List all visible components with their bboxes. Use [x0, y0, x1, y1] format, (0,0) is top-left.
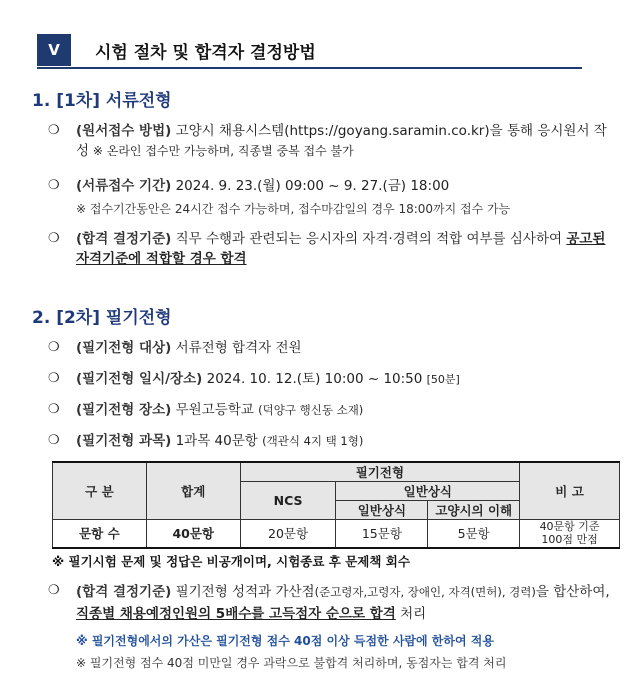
section-2-title: 2. [2차] 필기전형	[32, 308, 172, 328]
item-label: (합격 결정기준)	[76, 584, 172, 600]
table-header-ncs: NCS	[240, 482, 336, 520]
circle-bullet-icon: ❍	[48, 583, 60, 598]
circle-bullet-icon: ❍	[48, 371, 60, 386]
list-item	[48, 229, 616, 269]
item-text: 1과목 40문항	[171, 433, 263, 449]
item-small: [50분]	[426, 373, 460, 386]
circle-bullet-icon: ❍	[48, 178, 60, 193]
table-cell-note	[520, 520, 620, 548]
exam-subject-table	[52, 461, 620, 549]
item-note: ※ 온라인 접수만 가능하며, 직종별 중복 접수 불가	[89, 144, 354, 158]
table-cell: 5문항	[428, 520, 520, 548]
chapter-badge: Ⅴ	[37, 34, 71, 66]
circle-bullet-icon: ❍	[48, 433, 60, 448]
item-small: (객관식 4지 택 1형)	[262, 434, 364, 448]
item-small: (덕양구 행신동 소재)	[258, 403, 364, 417]
item-text: 서류전형 합격자 전원	[171, 340, 302, 356]
item-label: (필기전형 과목)	[76, 433, 172, 449]
table-header-written: 필기전형	[240, 462, 519, 482]
table-header-gubun: 구 분	[53, 462, 147, 520]
table-row	[53, 520, 620, 548]
circle-bullet-icon: ❍	[48, 231, 60, 246]
item-underline: 직종별 채용예정인원의 5배수를 고득점자 순으로 합격	[76, 606, 396, 622]
list-item	[48, 400, 616, 420]
item-text: 을 합산하여,	[535, 584, 610, 600]
bonus-note: ※ 필기전형에서의 가산은 필기전형 점수 40점 이상 득점한 사람에 한하여 적용	[76, 634, 494, 648]
list-item	[48, 121, 616, 161]
item-text: 처리	[395, 606, 427, 622]
circle-bullet-icon: ❍	[48, 402, 60, 417]
item-text: 필기전형 성적과 가산점	[171, 584, 315, 600]
table-header-general-sub: 일반상식	[336, 501, 428, 520]
notice-text: ※ 필기시험 문제 및 정답은 비공개이며, 시험종료 후 문제책 회수	[52, 554, 410, 569]
table-header-total: 합계	[146, 462, 240, 520]
list-item	[48, 581, 616, 625]
note-line: 40문항 기준	[539, 520, 600, 534]
chapter-header	[37, 30, 582, 66]
header-divider	[37, 67, 582, 69]
list-item	[48, 369, 616, 390]
item-label: (필기전형 대상)	[76, 340, 172, 356]
item-text: 고양시 채용시스템(https://goyang.saramin.co.kr)을 통해 응시원서 작성	[76, 123, 607, 159]
circle-bullet-icon: ❍	[48, 123, 60, 138]
item-label: (필기전형 일시/장소)	[76, 371, 203, 387]
item-text: 무원고등학교	[171, 402, 259, 418]
item-label: (원서접수 방법)	[76, 123, 172, 139]
section-1-title: 1. [1차] 서류전형	[32, 91, 172, 111]
fail-note: ※ 필기전형 점수 40점 미만일 경우 과락으로 불합격 처리하며, 동점자는 합격 처리	[76, 656, 507, 670]
item-label: (서류접수 기간)	[76, 178, 172, 194]
table-cell: 40문항	[146, 520, 240, 548]
list-item	[48, 176, 616, 196]
circle-bullet-icon: ❍	[48, 340, 60, 355]
item-underline: 공고된 자격기준에 적합할 경우 합격	[76, 231, 606, 267]
item-label: (합격 결정기준)	[76, 231, 172, 247]
table-cell: 15문항	[336, 520, 428, 548]
item-note: ※ 접수기간동안은 24시간 접수 가능하며, 접수마감일의 경우 18:00까지 접수 가능	[76, 202, 511, 216]
item-text: 직무 수행과 관련되는 응시자의 자격·경력의 적합 여부를 심사하여	[171, 231, 567, 247]
list-item	[48, 431, 616, 451]
chapter-title: 시험 절차 및 합격자 결정방법	[95, 43, 316, 63]
item-text: 2024. 10. 12.(토) 10:00 ~ 10:50	[202, 371, 427, 387]
list-item	[48, 338, 616, 358]
item-small: (준고령자,고령자, 장애인, 자격(면허), 경력)	[314, 585, 536, 599]
table-header-goyang: 고양시의 이해	[428, 501, 520, 520]
item-text: 2024. 9. 23.(월) 09:00 ~ 9. 27.(금) 18:00	[171, 178, 450, 194]
table-cell: 20문항	[240, 520, 336, 548]
item-label: (필기전형 장소)	[76, 402, 172, 418]
note-line: 100점 만점	[541, 533, 598, 547]
table-header-general: 일반상식	[336, 482, 520, 501]
table-cell: 문항 수	[53, 520, 147, 548]
table-header-note: 비 고	[520, 462, 620, 520]
